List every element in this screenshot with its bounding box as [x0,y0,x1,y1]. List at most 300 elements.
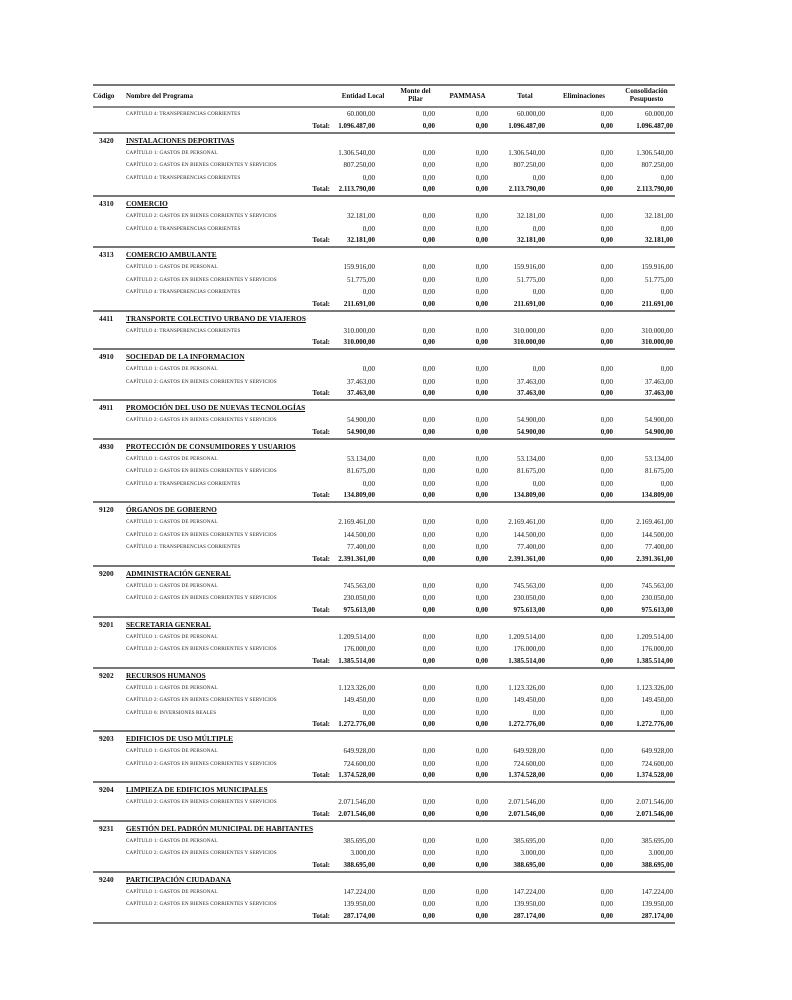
cell-consolidacion: 1.385.514,00 [636,656,673,665]
program-title: COMERCIO AMBULANTE [126,250,217,259]
cell-entidad-local: 0,00 [362,365,375,373]
cell-pammasa: 0,00 [475,121,488,130]
total-row [93,121,675,134]
cell-eliminaciones: 0,00 [600,720,613,728]
program-section [93,567,675,618]
cell-total: 54.900,00 [517,416,545,424]
table-row [93,631,675,644]
total-label: Total: [312,656,330,665]
cell-pammasa: 0,00 [475,656,488,665]
total-label: Total: [312,605,330,614]
program-title: INSTALACIONES DEPORTIVAS [126,135,235,145]
cell-total: 975.613,00 [513,605,545,614]
section-header [93,350,675,363]
cell-total: 807.250,00 [513,161,545,169]
chapter-label: CAPÍTULO 1: GASTOS DE PERSONAL [126,519,218,525]
cell-eliminaciones: 0,00 [600,809,613,818]
cell-total: 2.071.546,00 [508,809,545,818]
cell-monte-del-pilar: 0,00 [422,887,435,896]
total-row [93,656,675,669]
program-section [93,401,675,440]
program-title: PARTICIPACIÓN CIUDADANA [126,874,232,884]
total-row [93,299,675,312]
cell-eliminaciones: 0,00 [600,288,613,296]
program-title: SOCIEDAD DE LA INFORMACION [126,352,245,361]
cell-total: 211.691,00 [513,299,545,308]
chapter-label: CAPÍTULO 4: TRANSPERENCIAS CORRIENTES [126,174,241,181]
cell-entidad-local: 81.675,00 [347,467,375,475]
cell-monte-del-pilar: 0,00 [422,454,435,463]
cell-pammasa: 0,00 [475,148,488,157]
table-row [93,541,675,554]
cell-total: 53.134,00 [517,454,545,463]
cell-entidad-local: 975.613,00 [343,605,375,614]
cell-eliminaciones: 0,00 [600,656,613,665]
cell-total: 2.391.361,00 [508,554,545,563]
section-header [93,401,675,414]
cell-consolidacion: 310.000,00 [641,326,673,335]
cell-monte-del-pilar: 0,00 [422,632,435,641]
cell-total: 37.463,00 [517,377,545,386]
cell-eliminaciones: 0,00 [600,798,613,806]
program-code: 4930 [99,441,114,451]
cell-monte-del-pilar: 0,00 [422,900,435,908]
cell-pammasa: 0,00 [475,860,488,869]
cell-entidad-local: 77.400,00 [347,543,375,551]
cell-eliminaciones: 0,00 [600,110,613,118]
cell-monte-del-pilar: 0,00 [422,212,435,220]
table-row [93,580,675,593]
total-row [93,554,675,567]
cell-pammasa: 0,00 [475,454,488,463]
chapter-label: CAPÍTULO 2: GASTOS EN BIENES CORRIENTES Y SERVICIOS [126,901,277,907]
cell-entidad-local: 51.775,00 [347,275,375,284]
cell-entidad-local: 649.928,00 [343,747,375,755]
program-title: RECURSOS HUMANOS [126,670,206,680]
total-row [93,427,675,440]
program-section [93,350,675,401]
cell-consolidacion: 32.181,00 [645,236,673,244]
cell-monte-del-pilar: 0,00 [422,121,435,130]
table-row [93,453,675,466]
cell-total: 81.675,00 [517,467,545,475]
cell-eliminaciones: 0,00 [600,683,613,692]
cell-pammasa: 0,00 [475,518,488,526]
cell-consolidacion: 0,00 [660,479,673,488]
cell-pammasa: 0,00 [475,299,488,308]
cell-consolidacion: 0,00 [660,365,673,373]
cell-entidad-local: 1.123.326,00 [338,683,375,692]
section-header [93,503,675,516]
cell-entidad-local: 2.071.546,00 [338,798,375,806]
cell-total: 1.123.326,00 [508,683,545,692]
program-section [93,669,675,733]
cell-consolidacion: 385.695,00 [641,836,673,845]
cell-total: 0,00 [532,365,545,373]
cell-total: 139.950,00 [513,900,545,908]
cell-eliminaciones: 0,00 [600,389,613,397]
chapter-label: CAPÍTULO 2: GASTOS EN BIENES CORRIENTES Y SERVICIOS [126,850,277,856]
chapter-label: CAPÍTULO 2: GASTOS EN BIENES CORRIENTES Y SERVICIOS [126,595,277,601]
cell-total: 60.000,00 [517,110,545,118]
table-row [93,376,675,389]
table-row [93,847,675,860]
chapter-label: CAPÍTULO 2: GASTOS EN BIENES CORRIENTES Y SERVICIOS [126,468,277,474]
cell-consolidacion: 0,00 [660,708,673,717]
cell-eliminaciones: 0,00 [600,299,613,308]
cell-eliminaciones: 0,00 [600,645,613,653]
cell-monte-del-pilar: 0,00 [422,173,435,182]
program-code: 9240 [99,874,114,884]
cell-monte-del-pilar: 0,00 [422,148,435,157]
cell-entidad-local: 37.463,00 [347,389,375,397]
cell-monte-del-pilar: 0,00 [422,263,435,271]
total-row [93,388,675,401]
program-section [93,134,675,198]
table-row [93,261,675,274]
cell-entidad-local: 745.563,00 [343,581,375,590]
cell-eliminaciones: 0,00 [600,212,613,220]
cell-consolidacion: 81.675,00 [645,467,673,475]
cell-pammasa: 0,00 [475,416,488,424]
cell-consolidacion: 230.050,00 [641,594,673,602]
program-title: ADMINISTRACIÓN GENERAL [126,568,231,578]
cell-pammasa: 0,00 [475,809,488,818]
total-label: Total: [312,860,330,869]
program-section [93,732,675,783]
cell-pammasa: 0,00 [475,530,488,539]
cell-monte-del-pilar: 0,00 [422,720,435,728]
cell-monte-del-pilar: 0,00 [422,389,435,397]
cell-total: 649.928,00 [513,747,545,755]
cell-monte-del-pilar: 0,00 [422,530,435,539]
table-row [93,223,675,236]
cell-total: 745.563,00 [513,581,545,590]
cell-consolidacion: 51.775,00 [645,275,673,284]
cell-eliminaciones: 0,00 [600,543,613,551]
cell-entidad-local: 1.374.528,00 [338,771,375,779]
header-total: Total [517,92,533,100]
total-row [93,770,675,783]
cell-pammasa: 0,00 [475,185,488,193]
cell-entidad-local: 0,00 [362,173,375,182]
cell-total: 77.400,00 [517,543,545,551]
chapter-label: CAPÍTULO 1: GASTOS DE PERSONAL [126,888,218,895]
cell-entidad-local: 139.950,00 [343,900,375,908]
cell-eliminaciones: 0,00 [600,263,613,271]
section-header [93,567,675,580]
table-row [93,172,675,185]
cell-pammasa: 0,00 [475,491,488,499]
cell-entidad-local: 144.500,00 [343,530,375,539]
cell-monte-del-pilar: 0,00 [422,543,435,551]
cell-monte-del-pilar: 0,00 [422,479,435,488]
section-header [93,669,675,682]
total-row [93,719,675,732]
cell-monte-del-pilar: 0,00 [422,683,435,692]
cell-monte-del-pilar: 0,00 [422,299,435,308]
cell-monte-del-pilar: 0,00 [422,656,435,665]
chapter-label: CAPÍTULO 1: GASTOS DE PERSONAL [126,366,218,372]
cell-pammasa: 0,00 [475,836,488,845]
cell-pammasa: 0,00 [475,326,488,335]
cell-monte-del-pilar: 0,00 [422,161,435,169]
cell-consolidacion: 388.695,00 [641,860,673,869]
cell-eliminaciones: 0,00 [600,467,613,475]
cell-pammasa: 0,00 [475,594,488,602]
cell-pammasa: 0,00 [475,479,488,488]
section-header [93,134,675,147]
cell-total: 3.000,00 [520,849,545,857]
total-label: Total: [312,121,330,130]
total-label: Total: [312,338,330,346]
cell-eliminaciones: 0,00 [600,771,613,779]
cell-consolidacion: 287.174,00 [641,911,673,920]
cell-eliminaciones: 0,00 [600,836,613,845]
table-row [93,325,675,338]
cell-total: 310.000,00 [513,326,545,335]
cell-consolidacion: 77.400,00 [645,543,673,551]
cell-entidad-local: 724.600,00 [343,759,375,768]
chapter-label: CAPÍTULO 2: GASTOS EN BIENES CORRIENTES Y SERVICIOS [126,646,277,652]
cell-entidad-local: 0,00 [362,479,375,488]
cell-entidad-local: 0,00 [362,224,375,233]
cell-total: 32.181,00 [517,212,545,220]
cell-entidad-local: 1.096.487,00 [338,121,375,130]
total-label: Total: [312,427,330,436]
cell-eliminaciones: 0,00 [600,185,613,193]
cell-consolidacion: 2.169.461,00 [636,518,673,526]
cell-pammasa: 0,00 [475,543,488,551]
cell-consolidacion: 2.071.546,00 [636,809,673,818]
cell-monte-del-pilar: 0,00 [422,518,435,526]
program-code: 9201 [99,619,114,629]
program-title: SECRETARIA GENERAL [126,619,211,629]
table-row [93,529,675,542]
cell-entidad-local: 176.000,00 [343,645,375,653]
cell-entidad-local: 1.306.540,00 [338,148,375,157]
cell-monte-del-pilar: 0,00 [422,326,435,335]
cell-entidad-local: 2.391.361,00 [338,554,375,563]
cell-consolidacion: 159.916,00 [641,263,673,271]
program-title: EDIFICIOS DE USO MÚLTIPLE [126,734,233,743]
program-code: 9203 [99,734,114,743]
cell-pammasa: 0,00 [475,645,488,653]
cell-monte-del-pilar: 0,00 [422,236,435,244]
table-body [93,108,675,924]
section-header [93,783,675,796]
total-label: Total: [312,185,330,193]
cell-entidad-local: 32.181,00 [347,212,375,220]
total-row [93,235,675,248]
cell-eliminaciones: 0,00 [600,605,613,614]
cell-total: 144.500,00 [513,530,545,539]
cell-consolidacion: 724.600,00 [641,759,673,768]
cell-pammasa: 0,00 [475,338,488,346]
program-code: 9120 [99,505,114,514]
cell-monte-del-pilar: 0,00 [422,581,435,590]
program-title: ÓRGANOS DE GOBIERNO [126,505,217,514]
cell-pammasa: 0,00 [475,887,488,896]
cell-total: 1.096.487,00 [508,121,545,130]
header-eliminaciones: Eliminaciones [562,92,605,100]
chapter-label: CAPÍTULO 2: GASTOS EN BIENES CORRIENTES Y SERVICIOS [126,417,277,423]
cell-eliminaciones: 0,00 [600,427,613,436]
table-row [93,286,675,299]
cell-eliminaciones: 0,00 [600,338,613,346]
cell-monte-del-pilar: 0,00 [422,836,435,845]
cell-monte-del-pilar: 0,00 [422,849,435,857]
cell-entidad-local: 134.809,00 [343,491,375,499]
cell-entidad-local: 159.916,00 [343,263,375,271]
cell-entidad-local: 287.174,00 [343,911,375,920]
header-nombre: Nombre del Programa [126,92,194,100]
table-row [93,274,675,287]
cell-total: 385.695,00 [513,836,545,845]
section-header [93,822,675,835]
cell-consolidacion: 310.000,00 [641,338,673,346]
program-code: 4310 [99,199,114,208]
table-row [93,516,675,529]
table-row [93,147,675,160]
cell-total: 724.600,00 [513,759,545,768]
chapter-label: CAPÍTULO 2: GASTOS EN BIENES CORRIENTES Y SERVICIOS [126,697,277,703]
program-title: PROMOCIÓN DEL USO DE NUEVAS TECNOLOGÍAS [126,403,306,412]
cell-total: 388.695,00 [513,860,545,869]
cell-pammasa: 0,00 [475,288,488,296]
cell-entidad-local: 147.224,00 [343,887,375,896]
cell-monte-del-pilar: 0,00 [422,491,435,499]
cell-consolidacion: 1.374.528,00 [636,771,673,779]
cell-consolidacion: 54.900,00 [645,416,673,424]
cell-entidad-local: 310.000,00 [343,326,375,335]
cell-pammasa: 0,00 [475,759,488,768]
cell-entidad-local: 385.695,00 [343,836,375,845]
cell-entidad-local: 388.695,00 [343,860,375,869]
cell-total: 2.169.461,00 [508,518,545,526]
total-label: Total: [312,720,330,728]
cell-eliminaciones: 0,00 [600,479,613,488]
cell-monte-del-pilar: 0,00 [422,696,435,704]
total-row [93,809,675,822]
table-header [93,84,675,108]
total-label: Total: [312,911,330,920]
table-row [93,886,675,899]
total-label: Total: [312,389,330,397]
cell-total: 310.000,00 [513,338,545,346]
program-section [93,197,675,248]
cell-pammasa: 0,00 [475,427,488,436]
cell-pammasa: 0,00 [475,632,488,641]
table-row [93,898,675,911]
cell-pammasa: 0,00 [475,849,488,857]
cell-eliminaciones: 0,00 [600,454,613,463]
cell-pammasa: 0,00 [475,212,488,220]
cell-monte-del-pilar: 0,00 [422,338,435,346]
chapter-label: CAPÍTULO 1: GASTOS DE PERSONAL [126,633,218,640]
cell-consolidacion: 1.123.326,00 [636,683,673,692]
header-consolidacion: Consolidación Pesupuesto [625,87,668,103]
cell-total: 32.181,00 [517,236,545,244]
chapter-label: CAPÍTULO 4: TRANSPERENCIAS CORRIENTES [126,289,241,295]
cell-monte-del-pilar: 0,00 [422,809,435,818]
cell-entidad-local: 2.169.461,00 [338,518,375,526]
cell-pammasa: 0,00 [475,224,488,233]
cell-pammasa: 0,00 [475,581,488,590]
cell-entidad-local: 310.000,00 [343,338,375,346]
cell-entidad-local: 54.900,00 [347,416,375,424]
cell-monte-del-pilar: 0,00 [422,185,435,193]
program-code: 3420 [99,135,114,145]
budget-table [93,84,675,924]
chapter-label: CAPÍTULO 2: GASTOS EN BIENES CORRIENTES Y SERVICIOS [126,276,277,283]
total-label: Total: [312,491,330,499]
cell-eliminaciones: 0,00 [600,900,613,908]
cell-consolidacion: 3.000,00 [648,849,673,857]
cell-pammasa: 0,00 [475,683,488,692]
cell-consolidacion: 2.113.790,00 [636,185,673,193]
cell-consolidacion: 1.272.776,00 [636,720,673,728]
cell-eliminaciones: 0,00 [600,236,613,244]
cell-eliminaciones: 0,00 [600,581,613,590]
section-header [93,873,675,886]
cell-consolidacion: 211.691,00 [641,299,673,308]
table-row [93,835,675,848]
section-header [93,312,675,325]
program-title: LIMPIEZA DE EDIFICIOS MUNICIPALES [126,785,268,794]
cell-eliminaciones: 0,00 [600,416,613,424]
cell-pammasa: 0,00 [475,263,488,271]
cell-entidad-local: 1.209.514,00 [338,632,375,641]
cell-eliminaciones: 0,00 [600,326,613,335]
table-row [93,592,675,605]
program-section [93,822,675,873]
cell-monte-del-pilar: 0,00 [422,759,435,768]
total-row [93,860,675,873]
cell-eliminaciones: 0,00 [600,224,613,233]
cell-monte-del-pilar: 0,00 [422,860,435,869]
cell-eliminaciones: 0,00 [600,161,613,169]
chapter-label: CAPÍTULO 1: GASTOS DE PERSONAL [126,684,218,691]
cell-consolidacion: 139.950,00 [641,900,673,908]
cell-total: 149.450,00 [513,696,545,704]
cell-monte-del-pilar: 0,00 [422,110,435,118]
cell-eliminaciones: 0,00 [600,696,613,704]
cell-total: 147.224,00 [513,887,545,896]
cell-entidad-local: 211.691,00 [343,299,375,308]
header-monte-del-pilar: Monte del Pilar [400,87,431,103]
program-section [93,440,675,504]
program-code: 4313 [99,250,114,259]
program-title: GESTIÓN DEL PADRÓN MUNICIPAL DE HABITANTES [126,823,314,833]
cell-monte-del-pilar: 0,00 [422,224,435,233]
table-row [93,796,675,809]
cell-entidad-local: 60.000,00 [347,110,375,118]
cell-consolidacion: 745.563,00 [641,581,673,590]
cell-monte-del-pilar: 0,00 [422,911,435,920]
cell-monte-del-pilar: 0,00 [422,377,435,386]
table-row [93,159,675,172]
program-code: 4910 [99,352,114,361]
cell-pammasa: 0,00 [475,467,488,475]
cell-eliminaciones: 0,00 [600,708,613,717]
cell-consolidacion: 134.809,00 [641,491,673,499]
table-row [93,758,675,771]
chapter-label: CAPÍTULO 6: INVERSIONES REALES [126,709,217,716]
cell-monte-del-pilar: 0,00 [422,467,435,475]
cell-monte-del-pilar: 0,00 [422,708,435,717]
cell-pammasa: 0,00 [475,161,488,169]
